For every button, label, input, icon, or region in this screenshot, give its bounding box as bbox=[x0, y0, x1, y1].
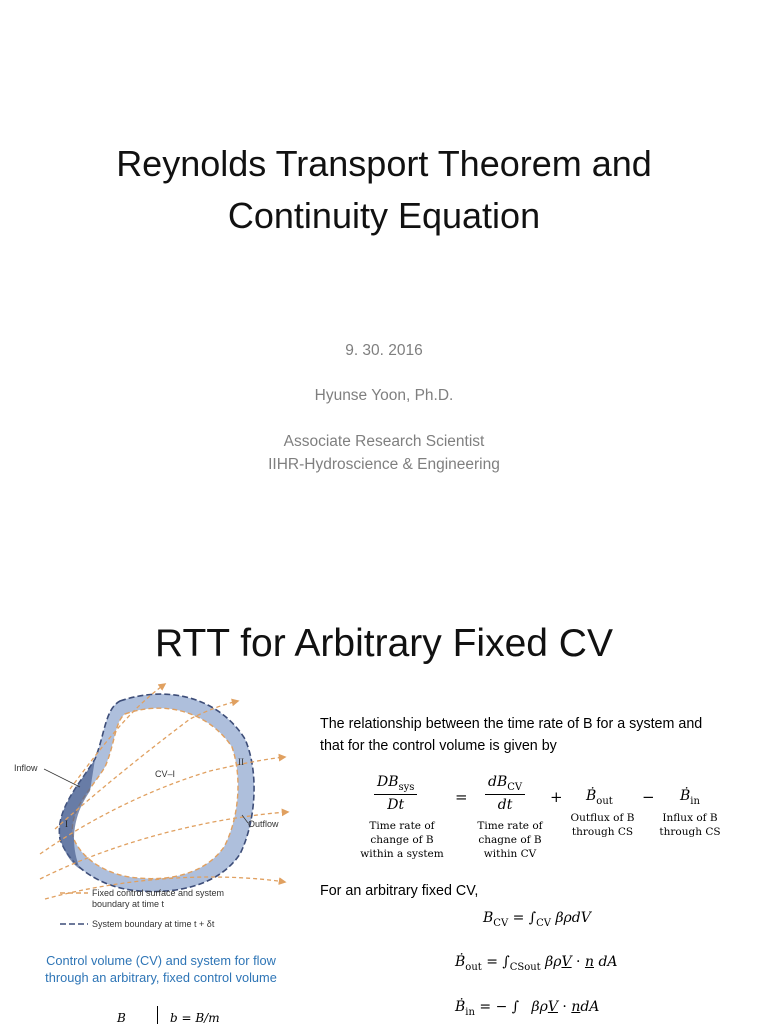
region-ii-label: II bbox=[238, 757, 244, 767]
legend-fixed-line2: boundary at time t bbox=[92, 899, 165, 909]
cv-fraction: $\frac{dB_{CV}}{dt}$ bbox=[485, 774, 525, 813]
figure-caption bbox=[26, 952, 296, 986]
note-outflux: Outflux of B through CS bbox=[570, 812, 635, 838]
note-influx: Influx of B through CS bbox=[659, 812, 721, 838]
intro-text bbox=[320, 713, 760, 757]
rtt-slide bbox=[0, 592, 768, 1024]
bout-symbol: Ḃ$_{out}$ bbox=[586, 788, 613, 807]
bcv-formula: $B_{CV} = \int_{CV}$ βρdV bbox=[483, 910, 591, 929]
fixed-control-surface bbox=[72, 708, 238, 878]
caption-line-1: Control volume (CV) and system for flow bbox=[46, 953, 276, 968]
note-cv-rate: Time rate of chagne of B within CV bbox=[477, 820, 543, 860]
intro-line-2: that for the control volume is given by bbox=[320, 738, 557, 754]
inflow-leader bbox=[44, 769, 80, 787]
table-symbol-b: B bbox=[117, 1011, 126, 1024]
caption-line-2: through an arbitrary, fixed control volume bbox=[45, 970, 277, 985]
table-intensive-b: b = B/m bbox=[170, 1011, 220, 1024]
table-divider bbox=[157, 1006, 158, 1024]
position: Associate Research Scientist bbox=[283, 433, 485, 450]
title-line-1: Reynolds Transport Theorem and bbox=[116, 143, 652, 184]
bin-symbol: Ḃ$_{in}$ bbox=[680, 788, 700, 807]
title-line-2: Continuity Equation bbox=[227, 195, 541, 236]
inflow-label: Inflow bbox=[14, 763, 38, 773]
slide-title: RTT for Arbitrary Fixed CV bbox=[154, 622, 613, 665]
bout-formula: Ḃ$_{out}$ = $\int_{CSout}$ βρV · n dA bbox=[455, 954, 618, 973]
outflow-label: Outflow bbox=[248, 819, 279, 829]
note-system-rate: Time rate of change of B within a system bbox=[360, 820, 444, 860]
for-arbitrary-cv-text: For an arbitrary fixed CV, bbox=[320, 883, 479, 899]
date: 9. 30. 2016 bbox=[345, 342, 423, 359]
region-i-label: I bbox=[65, 819, 68, 829]
intro-line-1: The relationship between the time rate of B for a system and bbox=[320, 716, 703, 732]
affiliation: IIHR-Hydroscience & Engineering bbox=[268, 456, 500, 473]
bin-formula: Ḃ$_{in}$ = − ∫ βρV · ndA bbox=[455, 999, 600, 1018]
equals-sign: = bbox=[455, 788, 468, 806]
legend-fixed-line1: Fixed control surface and system bbox=[92, 888, 225, 898]
author: Hyunse Yoon, Ph.D. bbox=[314, 387, 454, 404]
presentation-title bbox=[0, 138, 768, 242]
plus-sign: + bbox=[550, 788, 563, 806]
lhs-fraction: $\frac{DB_{sys}}{Dt}$ bbox=[374, 774, 417, 813]
control-volume-figure bbox=[10, 679, 292, 943]
minus-sign: − bbox=[642, 788, 655, 806]
legend-system: System boundary at time t + δt bbox=[92, 919, 215, 929]
cv-label: CV–I bbox=[155, 769, 176, 779]
